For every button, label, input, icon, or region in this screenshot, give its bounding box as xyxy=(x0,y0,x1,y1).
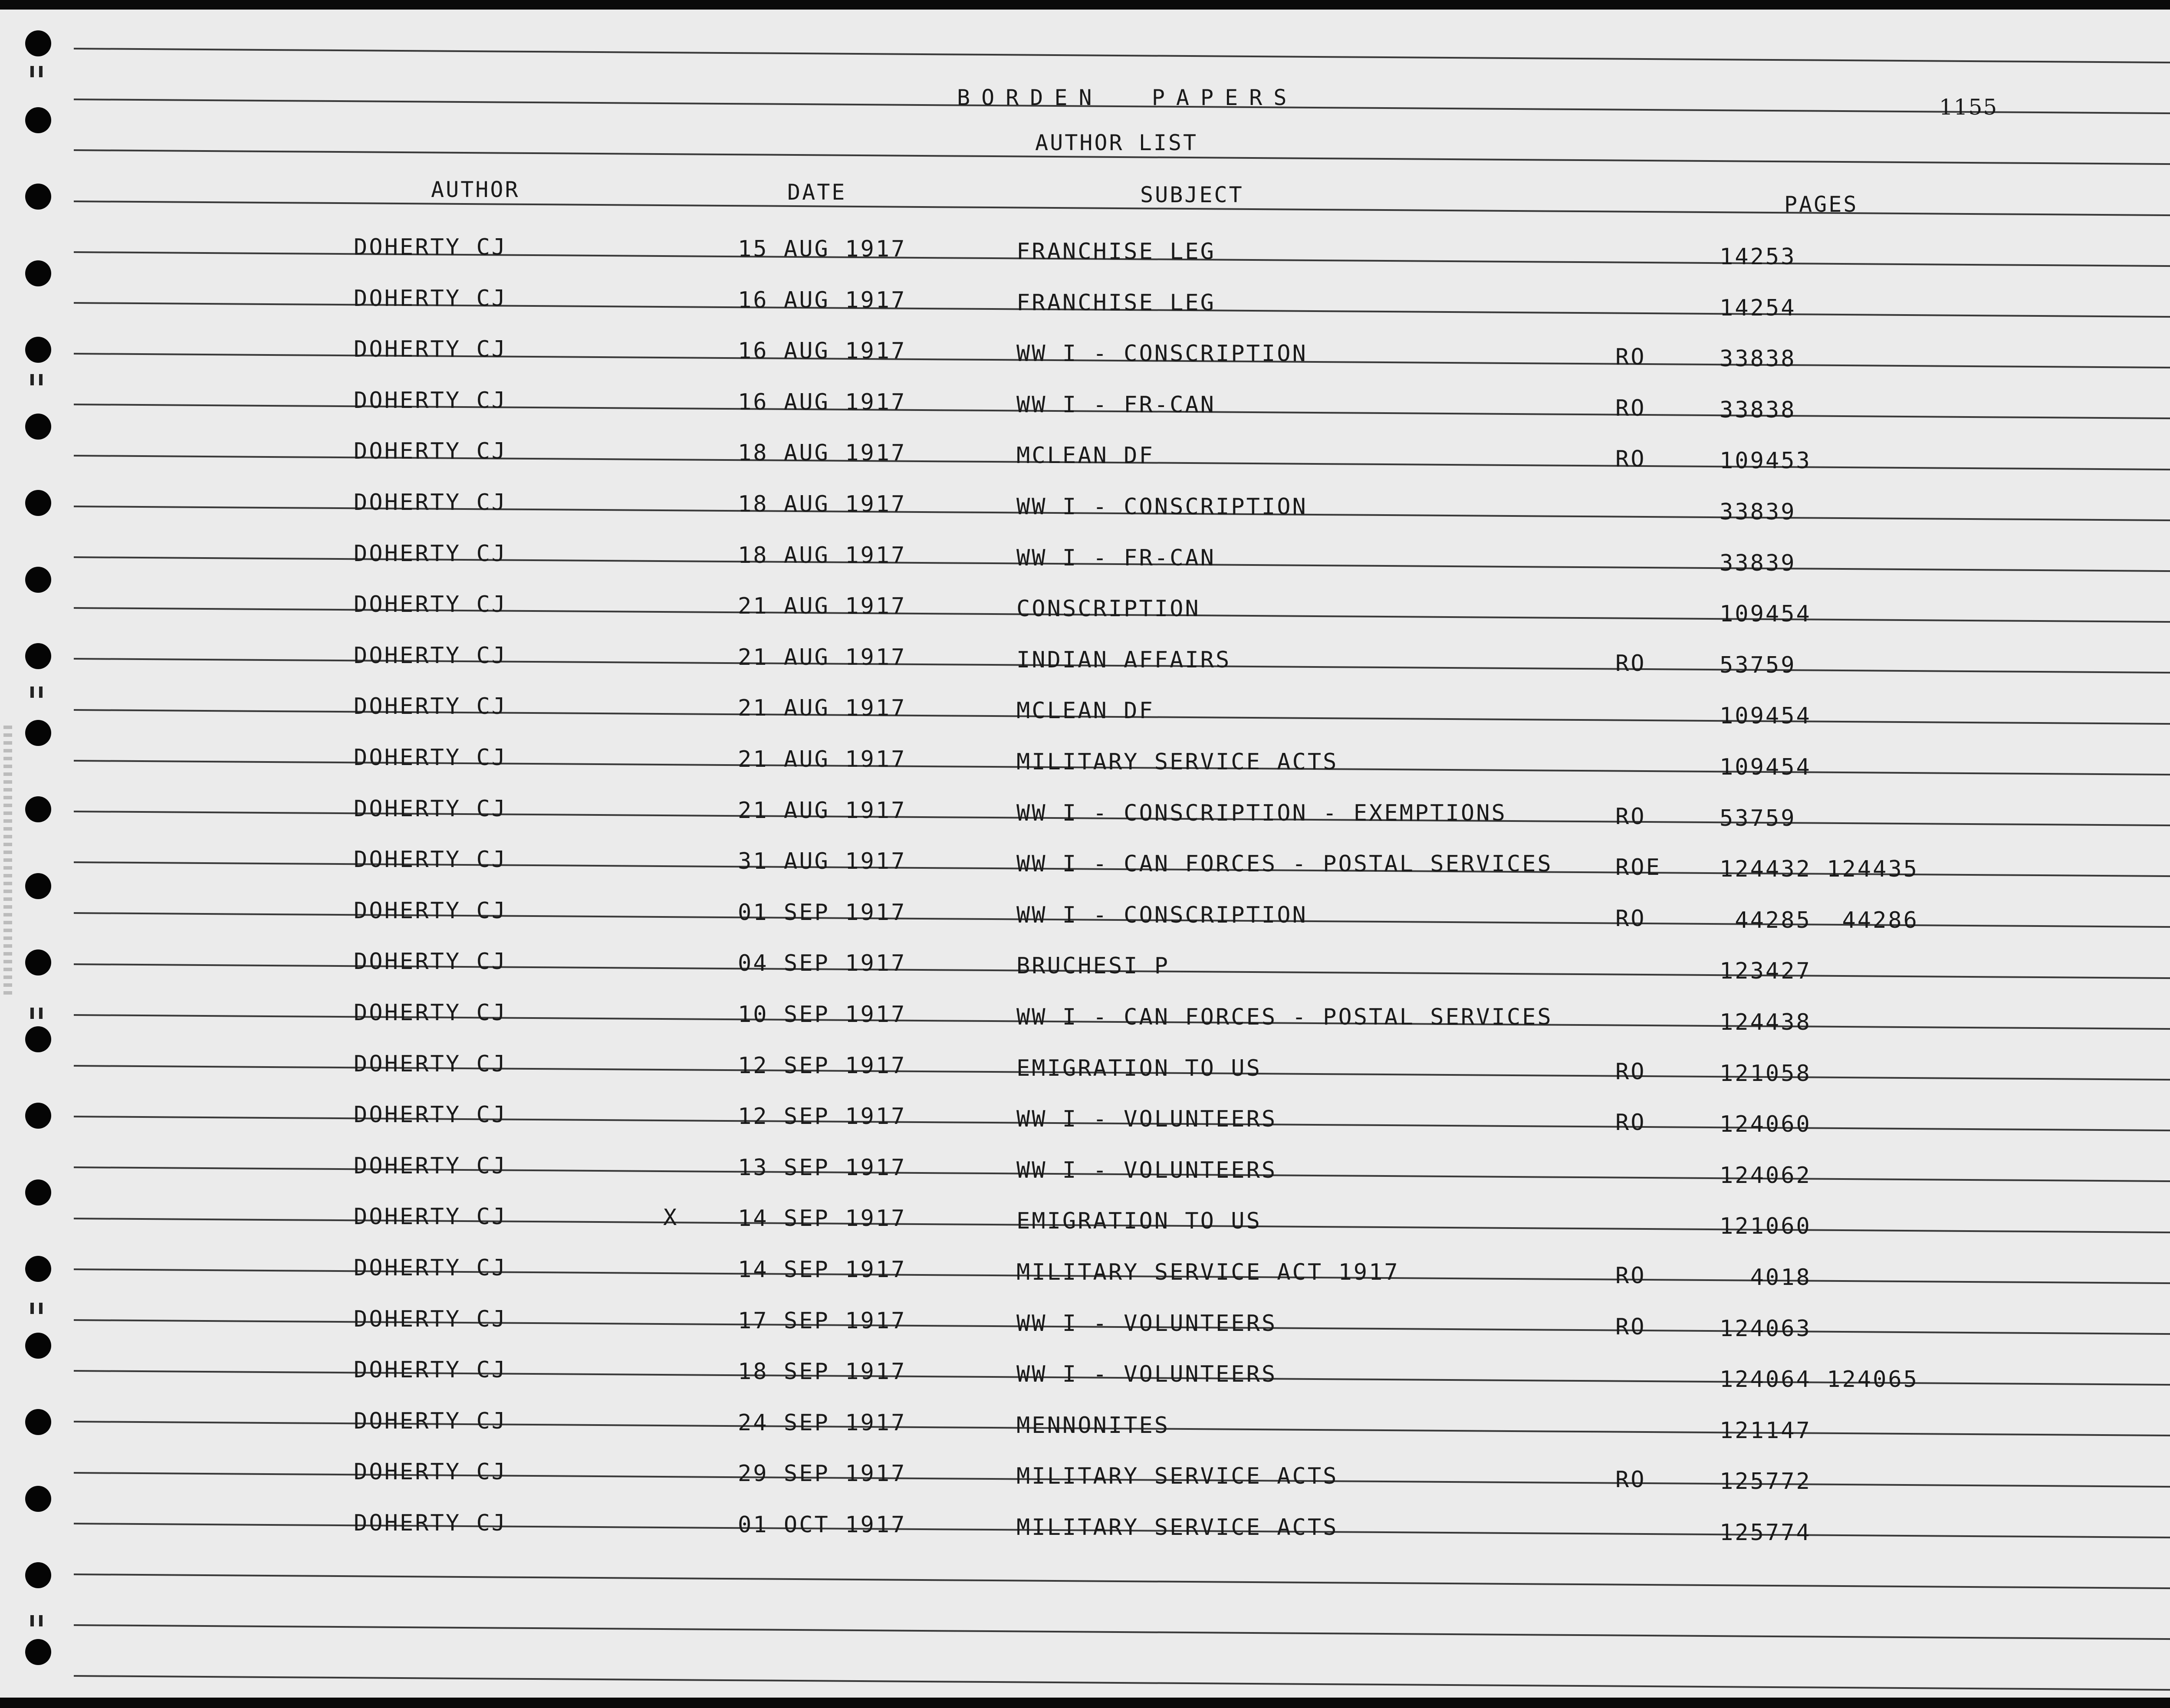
cell-subject: FRANCHISE LEG xyxy=(1016,239,1216,265)
cell-code: RO xyxy=(1615,1467,1646,1493)
cell-author: DOHERTY CJ xyxy=(354,285,507,312)
cell-subject: MILITARY SERVICE ACTS xyxy=(1016,749,1338,775)
cell-subject: WW I - FR-CAN xyxy=(1016,391,1216,418)
cell-subject: WW I - CONSCRIPTION xyxy=(1016,494,1308,520)
cell-code: RO xyxy=(1615,650,1646,677)
cell-author: DOHERTY CJ xyxy=(354,1153,507,1179)
feed-hole xyxy=(25,1333,51,1359)
cell-pages: 4018 xyxy=(1720,1265,1812,1291)
cell-subject: WW I - CONSCRIPTION - EXEMPTIONS xyxy=(1016,800,1507,826)
cell-author: DOHERTY CJ xyxy=(354,540,507,567)
feed-hole xyxy=(25,490,51,516)
cell-subject: WW I - CONSCRIPTION xyxy=(1016,341,1308,367)
cell-author: DOHERTY CJ xyxy=(354,795,507,822)
cell-code: RO xyxy=(1615,446,1646,473)
cell-pages: 124438 xyxy=(1720,1009,1812,1035)
cell-pages: 14253 xyxy=(1720,244,1796,270)
cell-subject: EMIGRATION TO US xyxy=(1016,1055,1262,1081)
cell-date: 21 AUG 1917 xyxy=(738,593,907,620)
feed-hole xyxy=(25,643,51,669)
cell-subject: WW I - VOLUNTEERS xyxy=(1016,1361,1277,1388)
cell-date: 18 AUG 1917 xyxy=(738,440,907,466)
cell-pages: 124432 124435 xyxy=(1720,856,1919,883)
cell-author: DOHERTY CJ xyxy=(354,1255,507,1281)
cell-author: DOHERTY CJ xyxy=(354,745,507,771)
cell-author: DOHERTY CJ xyxy=(354,1204,507,1230)
cell-subject: WW I - VOLUNTEERS xyxy=(1016,1157,1277,1183)
cell-date: 21 AUG 1917 xyxy=(738,797,907,824)
column-header-author: AUTHOR xyxy=(431,177,520,202)
cell-pages: 33839 xyxy=(1720,499,1796,525)
cell-pages: 121058 xyxy=(1720,1060,1812,1087)
cell-subject: WW I - FR-CAN xyxy=(1016,545,1216,571)
perforation-mark xyxy=(30,1615,34,1626)
cell-author: DOHERTY CJ xyxy=(354,438,507,465)
perforation-mark xyxy=(30,1008,34,1019)
cell-pages: 109454 xyxy=(1720,601,1812,627)
cell-author: DOHERTY CJ xyxy=(354,1408,507,1434)
perforation-mark xyxy=(39,1008,43,1019)
cell-author: DOHERTY CJ xyxy=(354,1102,507,1128)
cell-author: DOHERTY CJ xyxy=(354,1510,507,1536)
cell-date: 18 AUG 1917 xyxy=(738,491,907,517)
cell-author: DOHERTY CJ xyxy=(354,591,507,618)
page-number: 1155 xyxy=(1939,95,1998,120)
cell-pages: 109453 xyxy=(1720,448,1812,474)
cell-code: RO xyxy=(1615,803,1646,830)
cell-date: 21 AUG 1917 xyxy=(738,746,907,772)
cell-pages: 53759 xyxy=(1720,652,1796,678)
perforation-mark xyxy=(30,374,34,385)
printout-sheet xyxy=(0,10,2170,1698)
cell-subject: WW I - CAN FORCES - POSTAL SERVICES xyxy=(1016,851,1553,877)
feed-hole xyxy=(25,1103,51,1129)
cell-flag: X xyxy=(663,1205,679,1231)
cell-date: 16 AUG 1917 xyxy=(738,338,907,365)
cell-date: 15 AUG 1917 xyxy=(738,236,907,262)
perforation-mark xyxy=(39,686,43,698)
ruled-line xyxy=(74,48,2170,64)
cell-date: 17 SEP 1917 xyxy=(738,1307,907,1334)
perforation-mark xyxy=(39,66,43,77)
cell-subject: MILITARY SERVICE ACTS xyxy=(1016,1514,1338,1540)
cell-subject: MILITARY SERVICE ACTS xyxy=(1016,1463,1338,1490)
feed-hole xyxy=(25,796,51,822)
cell-pages: 33839 xyxy=(1720,550,1796,576)
cell-pages: 124063 xyxy=(1720,1315,1812,1342)
cell-subject: WW I - CONSCRIPTION xyxy=(1016,902,1308,928)
cell-pages: 109454 xyxy=(1720,703,1812,729)
cell-author: DOHERTY CJ xyxy=(354,1051,507,1077)
cell-date: 18 AUG 1917 xyxy=(738,542,907,568)
feed-hole xyxy=(25,1409,51,1435)
cell-code: RO xyxy=(1615,1263,1646,1289)
cell-pages: 124064 124065 xyxy=(1720,1366,1919,1393)
cell-code: RO xyxy=(1615,1110,1646,1136)
feed-hole xyxy=(25,1256,51,1282)
cell-date: 01 OCT 1917 xyxy=(738,1512,907,1538)
cell-author: DOHERTY CJ xyxy=(354,897,507,924)
column-header-date: DATE xyxy=(787,180,847,205)
perforation-mark xyxy=(39,374,43,385)
cell-code: RO xyxy=(1615,344,1646,371)
cell-pages: 44285 44286 xyxy=(1720,907,1919,933)
column-header-pages: PAGES xyxy=(1784,192,1858,217)
cell-subject: INDIAN AFFAIRS xyxy=(1016,647,1231,673)
cell-pages: 109454 xyxy=(1720,754,1812,780)
cell-date: 18 SEP 1917 xyxy=(738,1359,907,1385)
cell-pages: 53759 xyxy=(1720,805,1796,831)
cell-subject: CONSCRIPTION xyxy=(1016,596,1200,622)
cell-author: DOHERTY CJ xyxy=(354,642,507,669)
ruled-line xyxy=(74,1675,2170,1691)
cell-code: RO xyxy=(1615,395,1646,421)
feed-hole xyxy=(25,1486,51,1512)
feed-hole xyxy=(25,337,51,363)
feed-hole xyxy=(25,107,51,133)
cell-pages: 125774 xyxy=(1720,1520,1812,1546)
cell-date: 24 SEP 1917 xyxy=(738,1409,907,1436)
cell-author: DOHERTY CJ xyxy=(354,1357,507,1383)
cell-date: 13 SEP 1917 xyxy=(738,1154,907,1181)
cell-date: 12 SEP 1917 xyxy=(738,1104,907,1130)
cell-date: 12 SEP 1917 xyxy=(738,1052,907,1079)
feed-hole xyxy=(25,720,51,746)
feed-hole xyxy=(25,949,51,976)
perforation-mark xyxy=(30,1303,34,1314)
cell-author: DOHERTY CJ xyxy=(354,1000,507,1026)
cell-code: RO xyxy=(1615,1314,1646,1340)
cell-date: 14 SEP 1917 xyxy=(738,1257,907,1283)
cell-subject: MCLEAN DF xyxy=(1016,698,1154,724)
column-header-subject: SUBJECT xyxy=(1140,182,1244,207)
cell-pages: 14254 xyxy=(1720,295,1796,321)
cell-author: DOHERTY CJ xyxy=(354,234,507,260)
cell-code: ROE xyxy=(1615,854,1661,881)
feed-hole xyxy=(25,1639,51,1665)
cell-subject: WW I - VOLUNTEERS xyxy=(1016,1106,1277,1133)
cell-pages: 121060 xyxy=(1720,1213,1812,1240)
cell-date: 21 AUG 1917 xyxy=(738,695,907,722)
cell-pages: 33838 xyxy=(1720,397,1796,423)
cell-author: DOHERTY CJ xyxy=(354,847,507,873)
perforation-mark xyxy=(39,1303,43,1314)
cell-date: 04 SEP 1917 xyxy=(738,950,907,977)
feed-hole xyxy=(25,414,51,440)
perforation-mark xyxy=(30,686,34,698)
feed-hole xyxy=(25,260,51,286)
cell-author: DOHERTY CJ xyxy=(354,1459,507,1485)
cell-date: 10 SEP 1917 xyxy=(738,1002,907,1028)
cell-date: 29 SEP 1917 xyxy=(738,1461,907,1487)
perforation-mark xyxy=(39,1615,43,1626)
feed-hole xyxy=(25,1179,51,1205)
feed-hole xyxy=(25,1026,51,1052)
cell-pages: 121147 xyxy=(1720,1417,1812,1444)
cell-author: DOHERTY CJ xyxy=(354,693,507,720)
cell-subject: FRANCHISE LEG xyxy=(1016,289,1216,316)
feed-hole xyxy=(25,184,51,210)
cell-date: 14 SEP 1917 xyxy=(738,1205,907,1232)
cell-pages: 123427 xyxy=(1720,958,1812,985)
ruled-line xyxy=(74,1573,2170,1590)
side-stamp-mark xyxy=(3,726,12,995)
cell-pages: 124062 xyxy=(1720,1162,1812,1189)
feed-hole xyxy=(25,1562,51,1588)
cell-author: DOHERTY CJ xyxy=(354,949,507,975)
document-title: BORDEN PAPERS xyxy=(957,85,1298,110)
list-title: AUTHOR LIST xyxy=(1035,130,1198,155)
cell-author: DOHERTY CJ xyxy=(354,1306,507,1332)
cell-date: 31 AUG 1917 xyxy=(738,848,907,875)
cell-subject: EMIGRATION TO US xyxy=(1016,1208,1262,1235)
feed-hole xyxy=(25,873,51,899)
cell-subject: WW I - VOLUNTEERS xyxy=(1016,1310,1277,1337)
perforation-mark xyxy=(30,66,34,77)
cell-code: RO xyxy=(1615,905,1646,932)
cell-author: DOHERTY CJ xyxy=(354,336,507,363)
feed-hole xyxy=(25,30,51,56)
cell-code: RO xyxy=(1615,1058,1646,1085)
cell-author: DOHERTY CJ xyxy=(354,489,507,516)
cell-date: 01 SEP 1917 xyxy=(738,899,907,926)
cell-pages: 125772 xyxy=(1720,1468,1812,1495)
cell-date: 16 AUG 1917 xyxy=(738,287,907,313)
cell-subject: MENNONITES xyxy=(1016,1412,1170,1439)
cell-subject: WW I - CAN FORCES - POSTAL SERVICES xyxy=(1016,1004,1553,1030)
cell-subject: MCLEAN DF xyxy=(1016,443,1154,469)
ruled-line xyxy=(74,1624,2170,1640)
cell-date: 21 AUG 1917 xyxy=(738,644,907,670)
cell-subject: BRUCHESI P xyxy=(1016,953,1170,979)
cell-author: DOHERTY CJ xyxy=(354,387,507,414)
cell-pages: 33838 xyxy=(1720,346,1796,372)
cell-pages: 124060 xyxy=(1720,1111,1812,1138)
cell-subject: MILITARY SERVICE ACT 1917 xyxy=(1016,1259,1400,1285)
feed-hole xyxy=(25,567,51,593)
cell-date: 16 AUG 1917 xyxy=(738,389,907,415)
